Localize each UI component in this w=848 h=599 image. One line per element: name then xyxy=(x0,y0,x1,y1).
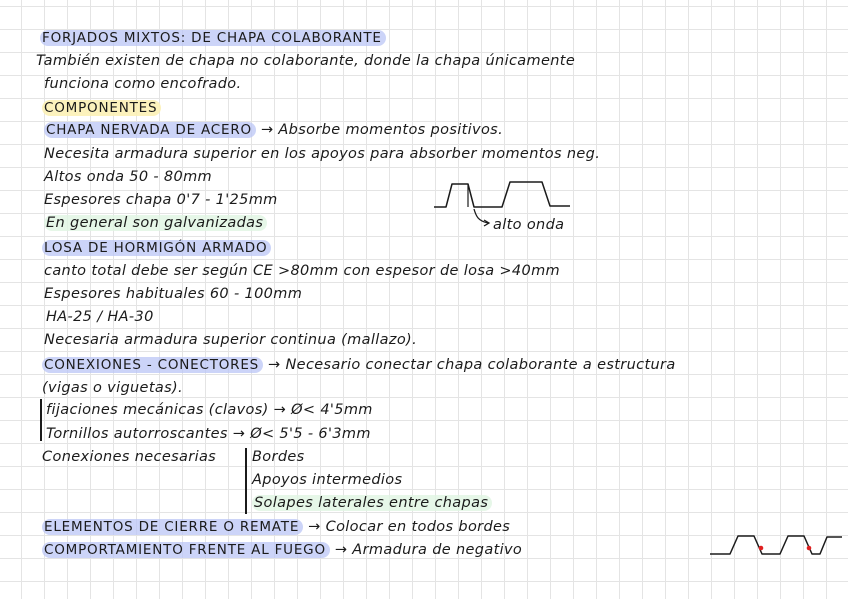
necesarias-item-1: Bordes xyxy=(252,449,305,465)
chapa-line-1: Necesita armadura superior en los apoyos para absorber momentos neg. xyxy=(44,146,601,162)
components-heading xyxy=(42,98,161,118)
necesarias-item-3-text: Solapes laterales entre chapas xyxy=(252,495,492,511)
chapa-line-4 xyxy=(44,213,267,233)
chapa-line-2: Altos onda 50 - 80mm xyxy=(44,169,213,185)
conexiones-heading: CONEXIONES - CONECTORES xyxy=(42,357,263,373)
sketch-label: alto onda xyxy=(493,217,565,233)
fixings-bracket xyxy=(40,399,42,441)
necesarias-item-2: Apoyos intermedios xyxy=(252,472,403,488)
title xyxy=(40,28,386,48)
necesarias-label: Conexiones necesarias xyxy=(42,449,217,465)
losa-heading xyxy=(42,238,271,258)
fuego-heading: COMPORTAMIENTO FRENTE AL FUEGO xyxy=(42,542,330,558)
conexiones-result: → Necesario conectar chapa colaborante a estructura xyxy=(268,357,676,373)
losa-line-3: HA-25 / HA-30 xyxy=(46,309,154,325)
losa-line-2: Espesores habituales 60 - 100mm xyxy=(44,286,303,302)
deck-rebar-sketch-icon xyxy=(708,532,846,562)
cierre-result: → Colocar en todos bordes xyxy=(308,519,511,535)
cierre-line xyxy=(42,517,510,537)
necesarias-item-3 xyxy=(252,493,492,513)
necesarias-bracket xyxy=(245,448,247,514)
fuego-line xyxy=(42,540,522,560)
intro-line-1: También existen de chapa no colaborante, donde la chapa únicamente xyxy=(36,53,576,69)
chapa-line-3: Espesores chapa 0'7 - 1'25mm xyxy=(44,192,278,208)
losa-heading-text: LOSA DE HORMIGÓN ARMADO xyxy=(42,240,271,256)
chapa-result: → Absorbe momentos positivos. xyxy=(260,122,504,138)
chapa-heading-line xyxy=(44,120,503,140)
tornillos-line: Tornillos autorroscantes → Ø< 5'5 - 6'3mm xyxy=(46,426,371,442)
chapa-heading: CHAPA NERVADA DE ACERO xyxy=(44,122,256,138)
cierre-heading: ELEMENTOS DE CIERRE O REMATE xyxy=(42,519,303,535)
losa-line-1: canto total debe ser según CE >80mm con espesor de losa >40mm xyxy=(44,263,561,279)
components-heading-text: COMPONENTES xyxy=(42,100,161,116)
conexiones-line-2: (vigas o viguetas). xyxy=(42,380,183,396)
fijaciones-line: fijaciones mecánicas (clavos) → Ø< 4'5mm xyxy=(46,402,373,418)
fuego-result: → Armadura de negativo xyxy=(334,542,523,558)
losa-line-4: Necesaria armadura superior continua (mallazo). xyxy=(44,332,418,348)
conexiones-heading-line xyxy=(42,355,676,375)
title-text: FORJADOS MIXTOS: DE CHAPA COLABORANTE xyxy=(40,30,386,46)
intro-line-2: funciona como encofrado. xyxy=(44,76,242,92)
chapa-line-4-text: En general son galvanizadas xyxy=(44,215,267,231)
